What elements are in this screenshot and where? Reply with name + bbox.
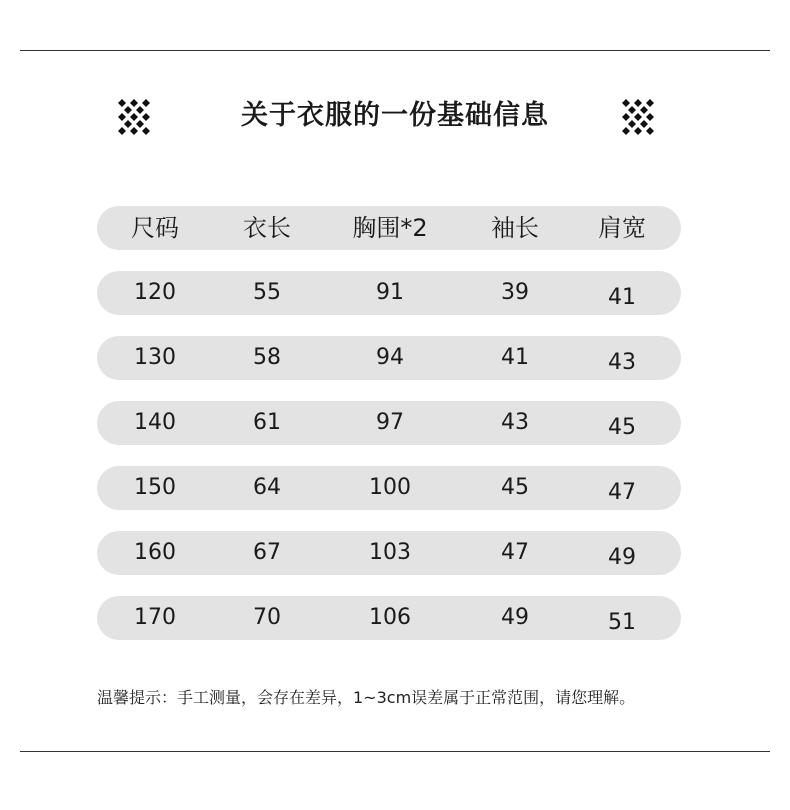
table-cell: 61 bbox=[253, 410, 281, 435]
page-title: 关于衣服的一份基础信息 bbox=[241, 100, 549, 131]
table-cell: 51 bbox=[608, 610, 636, 635]
table-cell: 100 bbox=[369, 475, 411, 500]
table-row bbox=[97, 466, 681, 510]
bottom-divider bbox=[20, 751, 770, 752]
table-cell: 130 bbox=[134, 345, 176, 370]
top-divider bbox=[20, 50, 770, 51]
table-cell: 43 bbox=[608, 350, 636, 375]
table-row bbox=[97, 596, 681, 640]
table-cell: 103 bbox=[369, 540, 411, 565]
table-cell: 160 bbox=[134, 540, 176, 565]
table-cell: 43 bbox=[501, 410, 529, 435]
table-cell: 47 bbox=[501, 540, 529, 565]
table-cell: 55 bbox=[253, 280, 281, 305]
table-cell: 120 bbox=[134, 280, 176, 305]
size-table bbox=[97, 206, 681, 661]
header-cell: 尺码 bbox=[131, 214, 179, 242]
header-cell: 衣长 bbox=[243, 214, 291, 242]
table-cell: 49 bbox=[608, 545, 636, 570]
table-row bbox=[97, 401, 681, 445]
table-cell: 45 bbox=[608, 415, 636, 440]
table-cell: 45 bbox=[501, 475, 529, 500]
header-cell: 肩宽 bbox=[598, 214, 646, 242]
table-row bbox=[97, 271, 681, 315]
table-cell: 70 bbox=[253, 605, 281, 630]
diamond-pattern-icon bbox=[620, 99, 656, 135]
table-cell: 94 bbox=[376, 345, 404, 370]
header-cell: 胸围*2 bbox=[352, 214, 428, 242]
table-cell: 91 bbox=[376, 280, 404, 305]
table-row bbox=[97, 336, 681, 380]
table-cell: 39 bbox=[501, 280, 529, 305]
measurement-note: 温馨提示：手工测量，会存在差异，1~3cm误差属于正常范围，请您理解。 bbox=[97, 688, 636, 707]
table-cell: 150 bbox=[134, 475, 176, 500]
header-cell: 袖长 bbox=[491, 214, 539, 242]
table-cell: 64 bbox=[253, 475, 281, 500]
table-cell: 106 bbox=[369, 605, 411, 630]
table-cell: 97 bbox=[376, 410, 404, 435]
table-cell: 41 bbox=[608, 285, 636, 310]
table-header-row bbox=[97, 206, 681, 250]
table-cell: 67 bbox=[253, 540, 281, 565]
table-cell: 47 bbox=[608, 480, 636, 505]
table-cell: 41 bbox=[501, 345, 529, 370]
table-cell: 140 bbox=[134, 410, 176, 435]
table-cell: 49 bbox=[501, 605, 529, 630]
table-row bbox=[97, 531, 681, 575]
table-cell: 170 bbox=[134, 605, 176, 630]
table-cell: 58 bbox=[253, 345, 281, 370]
